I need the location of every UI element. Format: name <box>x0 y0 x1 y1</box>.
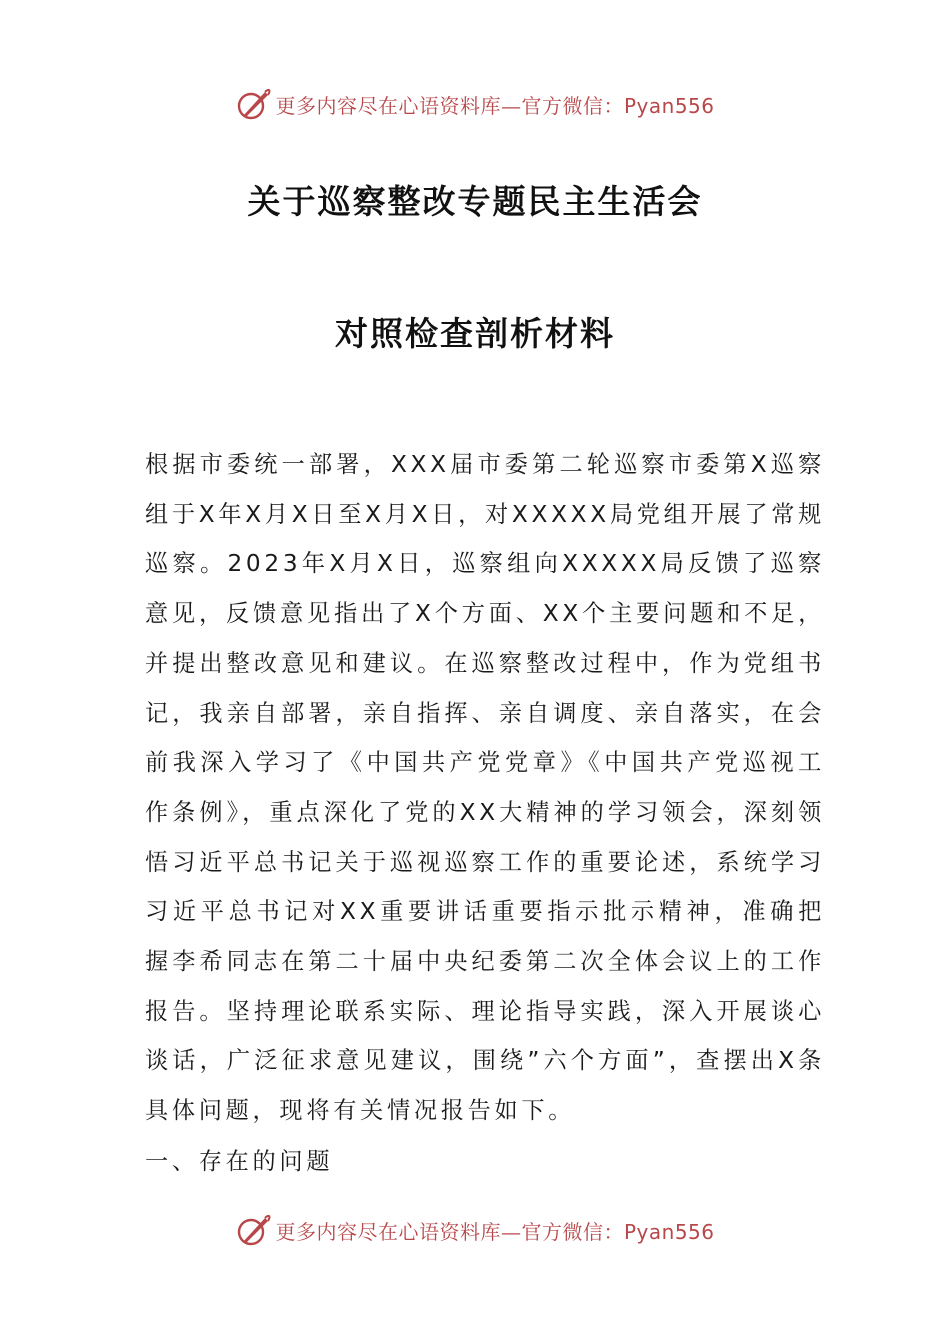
quill-pen-logo-icon <box>235 86 271 122</box>
quill-pen-logo-icon <box>235 1212 271 1248</box>
section-heading-problems: 一、存在的问题 <box>145 1148 334 1175</box>
document-title-line-1: 关于巡察整改专题民主生活会 <box>247 182 703 221</box>
header-watermark-text: 更多内容尽在心语资料库—官方微信：Pyan556 <box>275 93 715 118</box>
document-title-line-2: 对照检查剖析材料 <box>335 314 615 353</box>
footer-watermark-banner <box>0 1208 950 1252</box>
footer-wechat-account: Pyan556 <box>623 1219 715 1244</box>
header-wechat-account: Pyan556 <box>623 93 715 118</box>
header-watermark-banner <box>0 82 950 126</box>
intro-paragraph: 根据市委统一部署，XXX届市委第二轮巡察市委第X巡察组于X年X月X日至X月X日，对XXXXX局党组开展了常规巡察。2023年X月X日，巡察组向XXXXX局反馈了巡察意见，反馈意见指出了X个方面、XX个主要问题和不足，并提出整改意见和建议。在巡察整改过程中，作为党组书记，我亲自部署，亲自指挥、亲自调度、亲自落实，在会前我深入学习了《中国共产党党章》《中国共产党巡视工作条例》，重点深化了党的XX大精神的学习领会，深刻领悟习近平总书记关于巡视巡察工作的重要论述，系统学习习近平总书记对XX重要讲话重要指示批示精神，准确把握李希同志在第二十届中央纪委第二次全体会议上的工作报告。坚持理论联系实际、理论指导实践，深入开展谈心谈话，广泛征求意见建议，围绕”六个方面”，查摆出X条具体问题，现将有关情况报告如下。 <box>145 451 825 1125</box>
footer-watermark-text: 更多内容尽在心语资料库—官方微信：Pyan556 <box>275 1219 715 1244</box>
